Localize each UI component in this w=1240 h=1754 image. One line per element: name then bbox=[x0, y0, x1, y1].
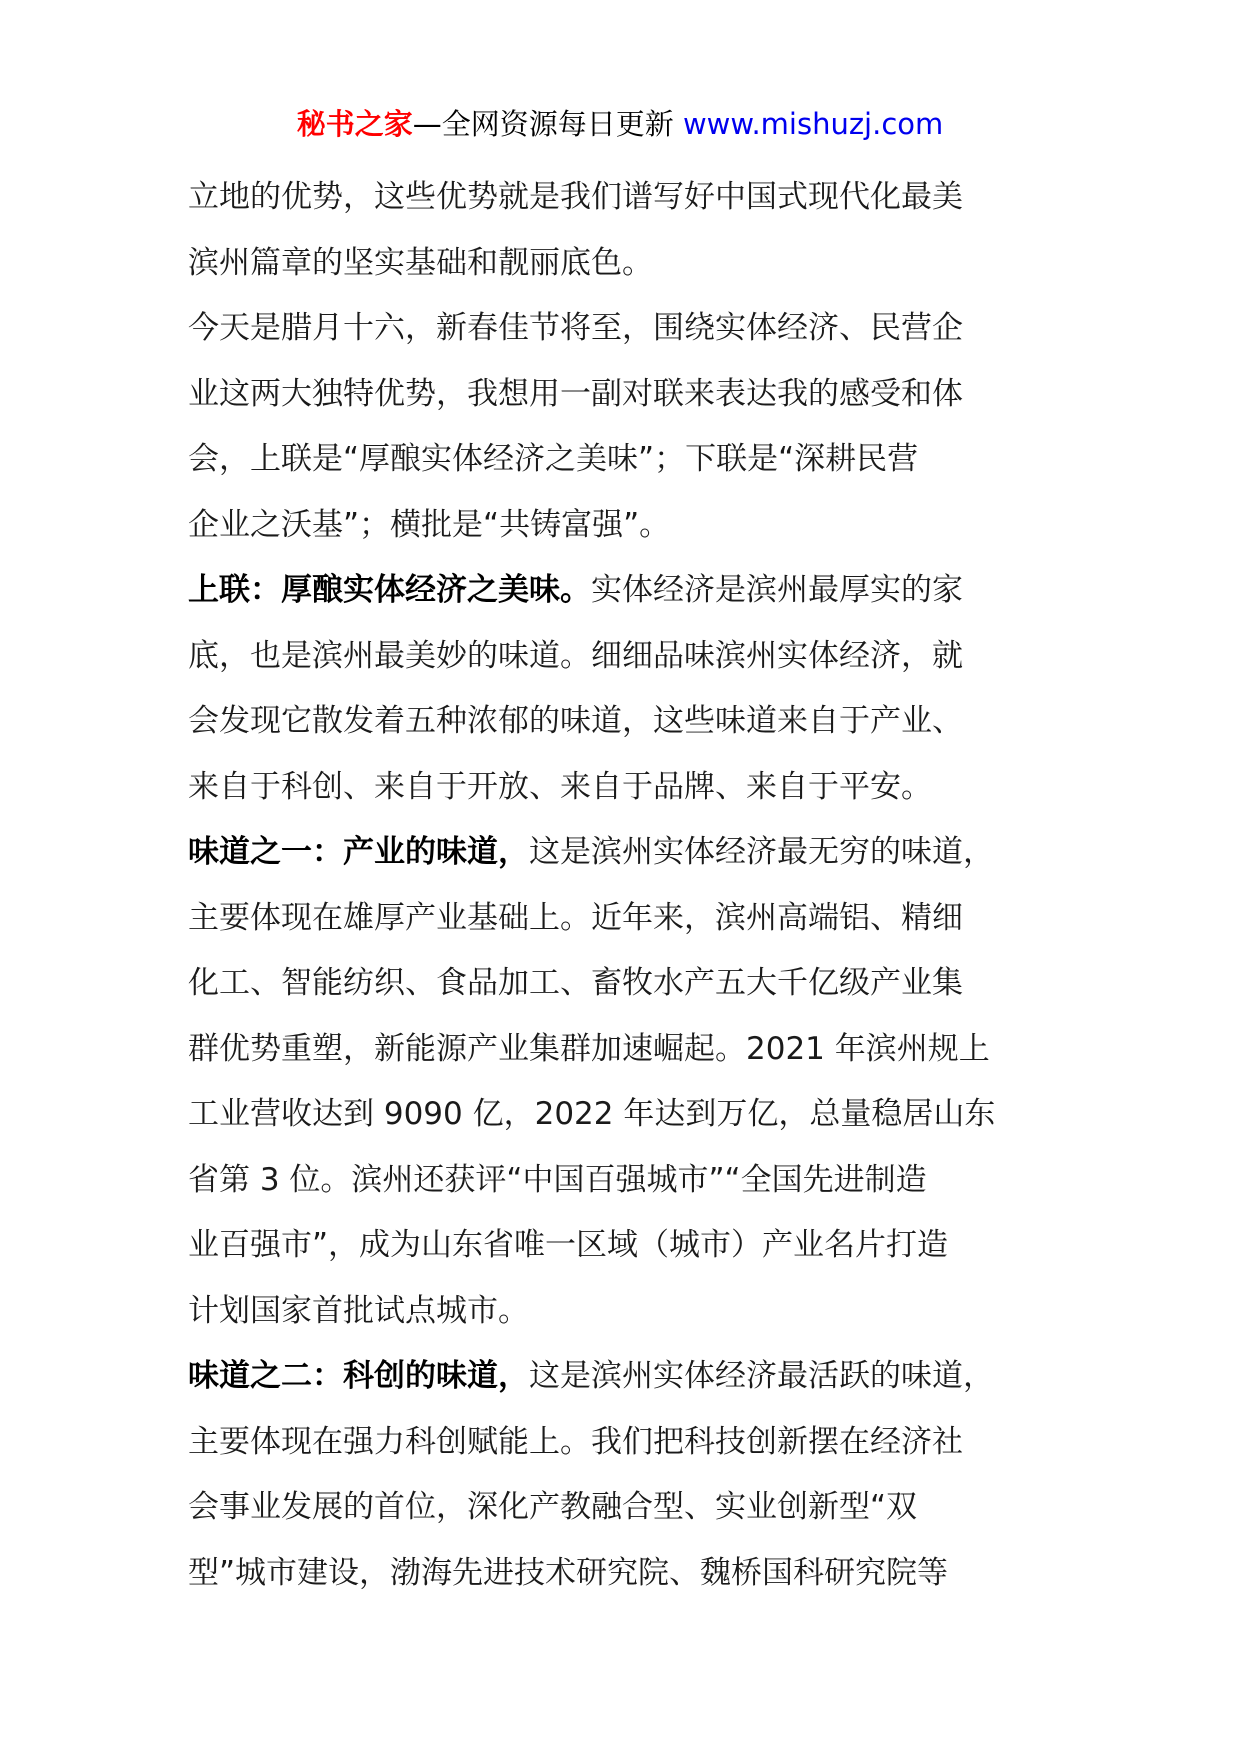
section-heading: 味道之二：科创的味道， bbox=[188, 1358, 529, 1394]
text-line: 味道之一：产业的味道，这是滨州实体经济最无穷的味道， bbox=[188, 834, 994, 870]
text-line: 化工、智能纺织、食品加工、畜牧水产五大千亿级产业集 bbox=[188, 965, 963, 1001]
text-line: 会，上联是“厚酿实体经济之美味”；下联是“深耕民营 bbox=[188, 441, 919, 477]
text-line: 工业营收达到 9090 亿，2022 年达到万亿，总量稳居山东 bbox=[188, 1096, 996, 1132]
document-body bbox=[188, 165, 1068, 1606]
text-line: 企业之沃基”；横批是“共铸富强”。 bbox=[188, 506, 671, 543]
text-line: 上联：厚酿实体经济之美味。实体经济是滨州最厚实的家 bbox=[188, 572, 963, 608]
text-line: 业百强市”，成为山东省唯一区域（城市）产业名片打造 bbox=[188, 1227, 949, 1263]
text-line: 型”城市建设，渤海先进技术研究院、魏桥国科研究院等 bbox=[188, 1554, 949, 1591]
text-line: 业这两大独特优势，我想用一副对联来表达我的感受和体 bbox=[188, 375, 963, 412]
text-line: 主要体现在雄厚产业基础上。近年来，滨州高端铝、精细 bbox=[188, 899, 963, 936]
section-heading: 上联：厚酿实体经济之美味。 bbox=[188, 572, 591, 608]
text-line: 今天是腊月十六，新春佳节将至，围绕实体经济、民营企 bbox=[188, 310, 963, 346]
text-line: 主要体现在强力科创赋能上。我们把科技创新摆在经济社 bbox=[188, 1423, 963, 1460]
text-line: 味道之二：科创的味道，这是滨州实体经济最活跃的味道， bbox=[188, 1358, 994, 1394]
section-heading: 味道之一：产业的味道， bbox=[188, 834, 529, 870]
text-line: 计划国家首批试点城市。 bbox=[188, 1292, 529, 1329]
text-line: 省第 3 位。滨州还获评“中国百强城市”“全国先进制造 bbox=[188, 1161, 927, 1198]
text-line: 滨州篇章的坚实基础和靓丽底色。 bbox=[188, 244, 653, 281]
text-line: 会发现它散发着五种浓郁的味道，这些味道来自于产业、 bbox=[188, 703, 963, 739]
text-line: 立地的优势，这些优势就是我们谱写好中国式现代化最美 bbox=[188, 179, 963, 215]
header-url-link[interactable]: www.mishuzj.com bbox=[682, 107, 944, 141]
header-brand: 秘书之家 bbox=[296, 107, 413, 141]
text-line: 群优势重塑，新能源产业集群加速崛起。2021 年滨州规上 bbox=[188, 1030, 990, 1067]
text-line: 会事业发展的首位，深化产教融合型、实业创新型“双 bbox=[188, 1489, 918, 1525]
page-header bbox=[0, 104, 1240, 144]
header-tagline: —全网资源每日更新 bbox=[412, 107, 674, 141]
text-line: 来自于科创、来自于开放、来自于品牌、来自于平安。 bbox=[188, 768, 932, 805]
text-line: 底，也是滨州最美妙的味道。细细品味滨州实体经济，就 bbox=[188, 637, 963, 674]
